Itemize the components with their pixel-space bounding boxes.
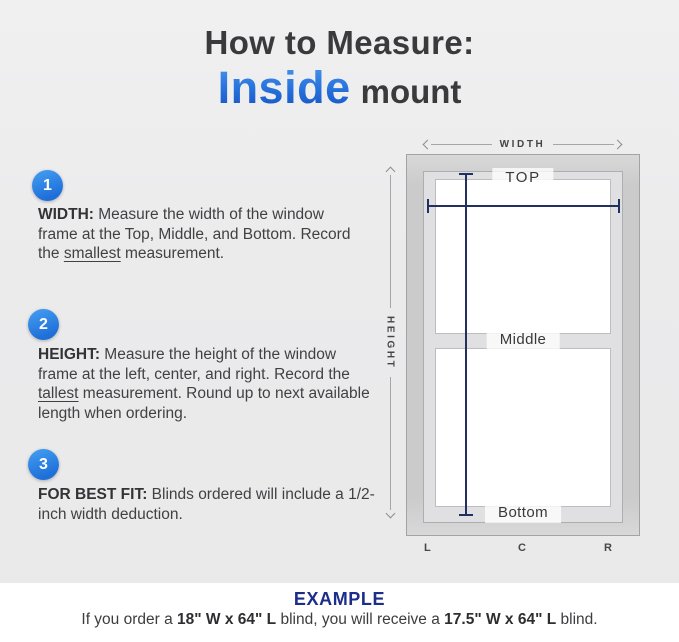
width-arrow-line [431, 144, 492, 145]
step-1-text [38, 205, 360, 264]
step-1-number: 1 [43, 176, 52, 194]
step-1-body-after: measurement. [120, 245, 225, 262]
step-3-label: FOR BEST FIT: [38, 486, 148, 503]
title-line2 [0, 64, 679, 123]
step-3-text [38, 485, 383, 524]
step-3-badge [28, 449, 59, 480]
position-label-right: R [604, 542, 613, 554]
example-suffix: blind. [556, 611, 598, 628]
step-1-label: WIDTH: [38, 206, 94, 223]
step-3-body: Blinds ordered will include a 1/2-inch width deduction. [38, 486, 375, 523]
width-arrow-label: WIDTH [499, 138, 546, 150]
example-order-size: 18" W x 64" L [177, 611, 277, 628]
example-prefix: If you order a [81, 611, 178, 628]
title-highlight: Inside [217, 62, 351, 113]
window-pane-lower [435, 348, 611, 507]
example-receive-size: 17.5" W x 64" L [444, 611, 557, 628]
window-label-middle: Middle [487, 330, 560, 350]
height-measure-line [465, 173, 467, 516]
example-sentence [0, 611, 679, 629]
step-1-badge [32, 170, 63, 201]
step-1-underlined-word: smallest [63, 245, 121, 262]
height-arrow-line [390, 175, 391, 308]
page-title [0, 24, 679, 123]
step-1-body: Measure the width of the window frame at the Top, Middle, and Bottom. Record the [38, 206, 351, 262]
position-label-left: L [424, 542, 432, 554]
width-measure-line [427, 205, 620, 207]
step-3-number: 3 [39, 455, 48, 473]
step-2-badge [28, 309, 59, 340]
step-2-underlined-word: tallest [38, 385, 79, 402]
height-arrow-label: HEIGHT [384, 315, 396, 370]
width-arrow-line [553, 144, 614, 145]
arrow-down-icon [385, 509, 395, 519]
step-2-label: HEIGHT: [38, 346, 100, 363]
arrow-right-icon [613, 139, 623, 149]
step-2-body-after: measurement. Round up to next available length when ordering. [38, 385, 370, 422]
height-arrow-line [390, 377, 391, 510]
example-middle: blind, you will receive a [276, 611, 445, 628]
step-2-body: Measure the height of the window frame at the left, center, and right. Record the [38, 346, 350, 383]
window-pane-upper [435, 179, 611, 334]
arrow-left-icon [423, 139, 433, 149]
window-label-bottom: Bottom [485, 503, 561, 523]
window-label-top: TOP [492, 168, 553, 188]
step-2-text [38, 345, 373, 423]
title-suffix: mount [360, 73, 462, 110]
position-label-center: C [518, 542, 527, 554]
example-heading: EXAMPLE [293, 589, 386, 609]
width-dimension-arrow [424, 138, 621, 150]
title-line1: How to Measure: [204, 24, 475, 61]
arrow-up-icon [385, 167, 395, 177]
example-section [0, 583, 679, 642]
height-dimension-arrow [384, 168, 396, 517]
step-2-number: 2 [39, 315, 48, 333]
